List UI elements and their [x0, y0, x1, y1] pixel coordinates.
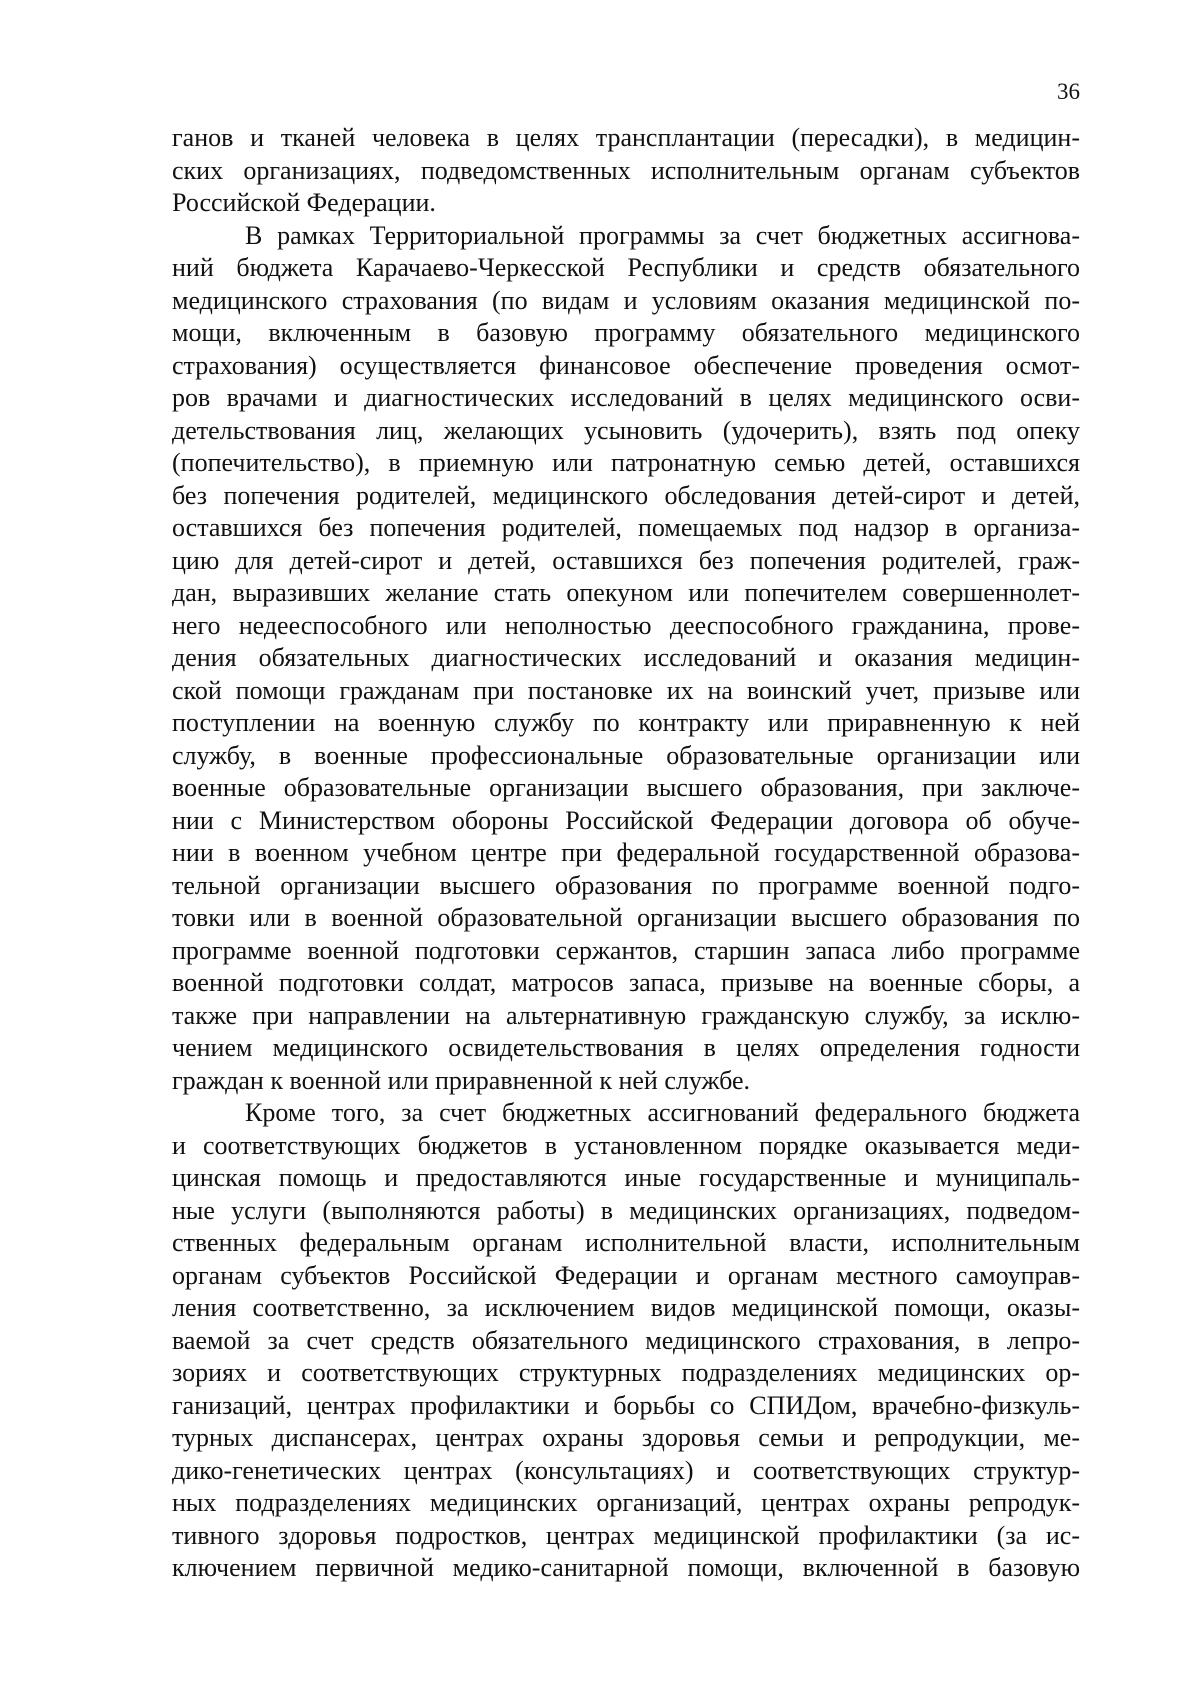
paragraph — [172, 220, 1080, 1098]
text-line: без попечения родителей, медицинского обследования детей-сирот и детей, — [172, 480, 1080, 510]
text-line: мощи, включенным в базовую программу обязательного медицинского — [172, 318, 1080, 347]
text-line: Кроме того, за счет бюджетных ассигнований федерального бюджета — [245, 1098, 1080, 1127]
text-line: органам субъектов Российской Федерации и органам местного самоуправ- — [172, 1260, 1080, 1290]
text-line: медицинского страхования (по видам и условиям оказания медицинской по- — [172, 285, 1080, 315]
text-line: программе военной подготовки сержантов, старшин запаса либо программе — [172, 935, 1080, 965]
text-line: военной подготовки солдат, матросов запаса, призыве на военные сборы, а — [172, 968, 1080, 997]
text-line: нии в военном учебном центре при федеральной государственной образова- — [172, 838, 1080, 867]
text-line: Российской Федерации. — [172, 188, 436, 217]
text-line: оставшихся без попечения родителей, помещаемых под надзор в организа- — [172, 513, 1080, 542]
document-body — [172, 122, 1080, 1585]
text-line: товки или в военной образовательной организации высшего образования по — [172, 903, 1080, 932]
text-line: дико-генетических центрах (консультациях) и соответствующих структур- — [172, 1455, 1080, 1485]
text-line: турных диспансерах, центрах охраны здоровья семьи и репродукции, ме- — [172, 1423, 1080, 1452]
text-line: ров врачами и диагностических исследований в целях медицинского осви- — [172, 383, 1080, 412]
text-line: цинская помощь и предоставляются иные государственные и муниципаль- — [172, 1163, 1080, 1192]
text-line: также при направлении на альтернативную гражданскую службу, за исклю- — [172, 1000, 1080, 1030]
text-line: детельствования лиц, желающих усыновить (удочерить), взять под опеку — [172, 415, 1080, 445]
text-line: ления соответственно, за исключением видов медицинской помощи, оказы- — [172, 1293, 1080, 1322]
text-line: тивного здоровья подростков, центрах медицинской профилактики (за ис- — [172, 1520, 1080, 1550]
text-line: ваемой за счет средств обязательного медицинского страхования, в лепро- — [172, 1325, 1080, 1355]
text-line: ний бюджета Карачаево-Черкесской Республики и средств обязательного — [172, 253, 1080, 282]
text-line: зориях и соответствующих структурных подразделениях медицинских ор- — [172, 1358, 1080, 1387]
text-line: В рамках Территориальной программы за счет бюджетных ассигнова- — [245, 220, 1080, 250]
paragraph — [172, 1097, 1080, 1585]
text-line: цию для детей-сирот и детей, оставшихся без попечения родителей, граж- — [172, 545, 1080, 575]
text-line: него недееспособного или неполностью дееспособного гражданина, прове- — [172, 610, 1080, 640]
text-line: ключением первичной медико-санитарной помощи, включенной в базовую — [172, 1553, 1080, 1582]
text-line: страхования) осуществляется финансовое обеспечение проведения осмот- — [172, 350, 1080, 380]
text-line: нии с Министерством обороны Российской Федерации договора об обуче- — [172, 805, 1080, 835]
text-line: ганизаций, центрах профилактики и борьбы со СПИДом, врачебно-физкуль- — [172, 1390, 1080, 1420]
text-line: службу, в военные профессиональные образовательные организации или — [172, 740, 1080, 770]
text-line: ных подразделениях медицинских организаций, центрах охраны репродук- — [172, 1488, 1080, 1517]
text-line: поступлении на военную службу по контракту или приравненную к ней — [172, 708, 1080, 737]
text-line: ственных федеральным органам исполнительной власти, исполнительным — [172, 1228, 1080, 1257]
text-line: (попечительство), в приемную или патронатную семью детей, оставшихся — [172, 448, 1080, 477]
text-line: ской помощи гражданам при постановке их на воинский учет, призыве или — [172, 675, 1080, 705]
paragraph — [172, 122, 1080, 220]
text-line: военные образовательные организации высшего образования, при заключе- — [172, 773, 1080, 802]
text-line: дан, выразивших желание стать опекуном или попечителем совершеннолет- — [172, 578, 1080, 607]
text-line: ганов и тканей человека в целях трансплантации (пересадки), в медицин- — [172, 123, 1080, 152]
text-line: дения обязательных диагностических исследований и оказания медицин- — [172, 643, 1080, 672]
text-line: и соответствующих бюджетов в установленном порядке оказывается меди- — [172, 1130, 1080, 1160]
text-line: ные услуги (выполняются работы) в медицинских организациях, подведом- — [172, 1195, 1080, 1225]
text-line: тельной организации высшего образования по программе военной подго- — [172, 870, 1080, 900]
text-line: чением медицинского освидетельствования в целях определения годности — [172, 1033, 1080, 1062]
text-line: граждан к военной или приравненной к ней службе. — [172, 1065, 751, 1095]
text-line: ских организациях, подведомственных исполнительным органам субъектов — [172, 155, 1080, 185]
page-number: 36 — [1057, 79, 1080, 104]
